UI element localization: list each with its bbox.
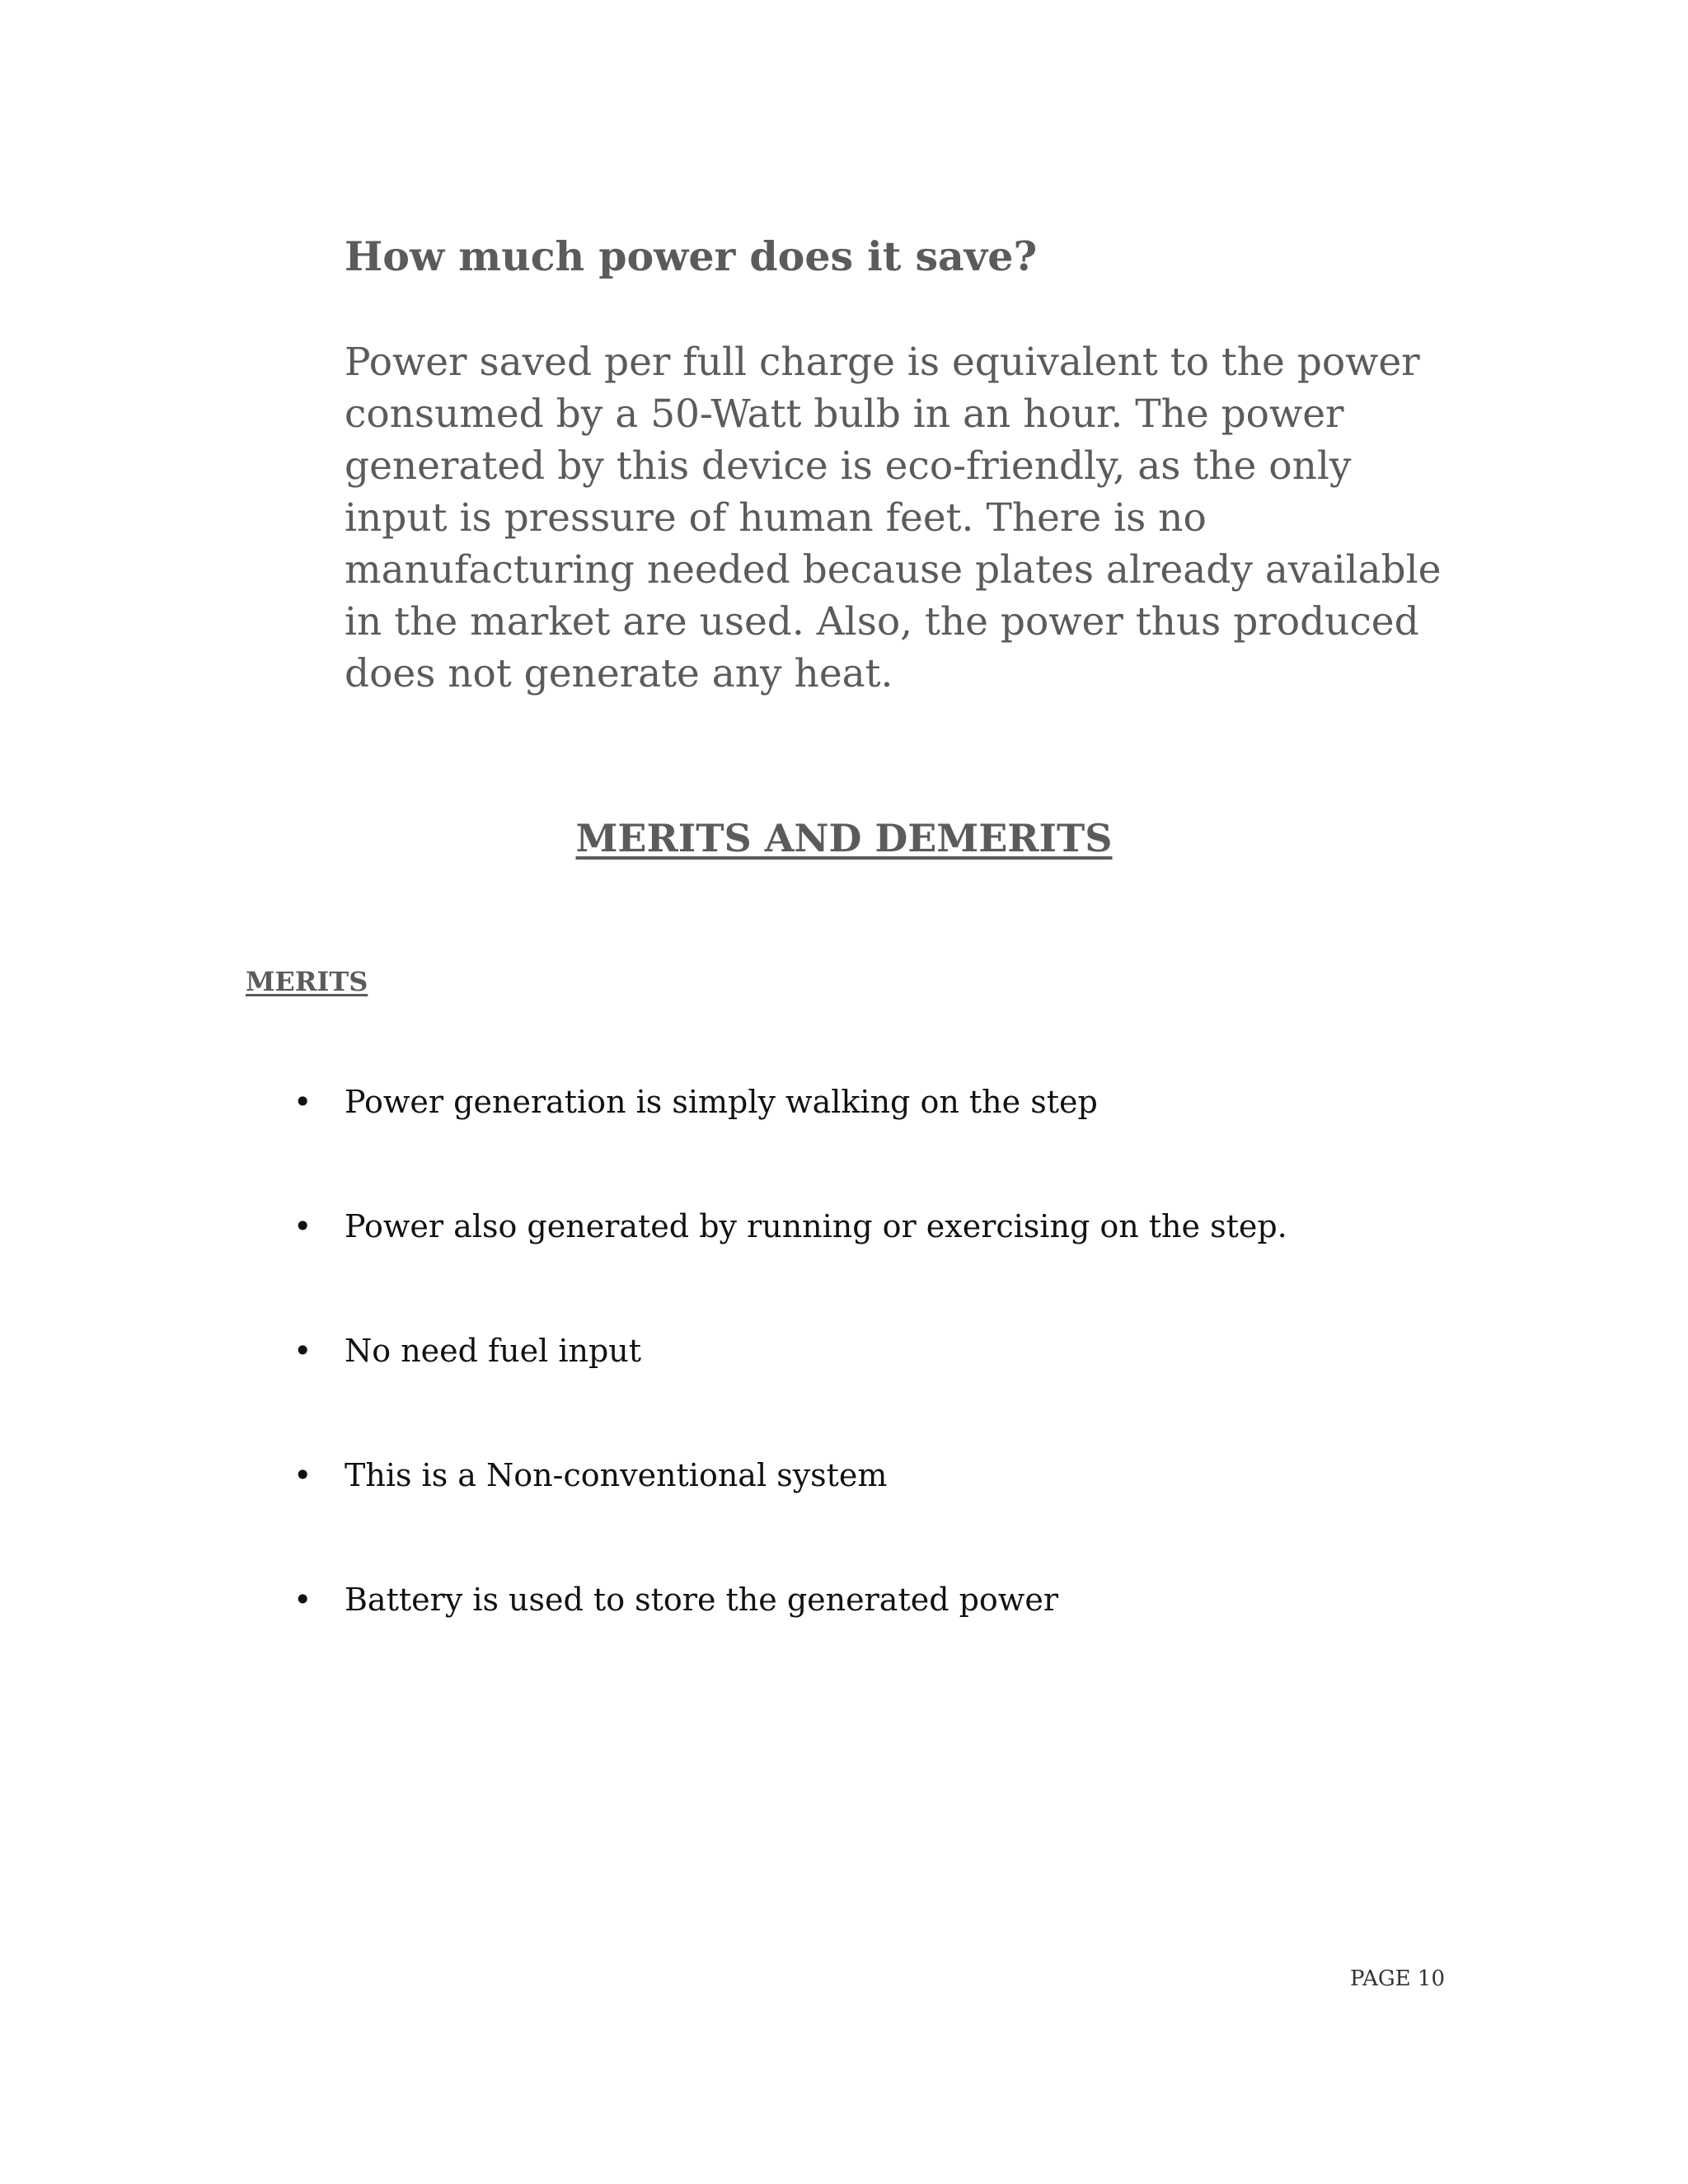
bullet-icon: •	[293, 1208, 312, 1244]
bullet-icon: •	[293, 1084, 312, 1120]
question-heading: How much power does it save?	[345, 232, 1038, 280]
merit-text: This is a Non-conventional system	[345, 1457, 888, 1493]
page-number: PAGE 10	[1350, 1966, 1445, 1991]
bullet-icon: •	[293, 1333, 312, 1369]
merit-text: Power also generated by running or exercising on the step.	[345, 1208, 1287, 1244]
merit-text: Battery is used to store the generated power	[345, 1582, 1058, 1618]
body-paragraph: Power saved per full charge is equivalent to the power consumed by a 50-Watt bulb in an hour. The power generated by this device is eco-friendly, as the only input is pressure of human feet. There is no manufacturing needed because plates already available in the market are used. Also, the power thus produced does not generate any heat.	[345, 340, 1442, 696]
merits-heading: MERITS	[246, 966, 368, 997]
bullet-icon: •	[293, 1582, 312, 1618]
merit-text: No need fuel input	[345, 1333, 642, 1369]
section-title: MERITS AND DEMERITS	[575, 816, 1113, 860]
merit-text: Power generation is simply walking on the step	[345, 1084, 1098, 1120]
bullet-icon: •	[293, 1457, 312, 1493]
